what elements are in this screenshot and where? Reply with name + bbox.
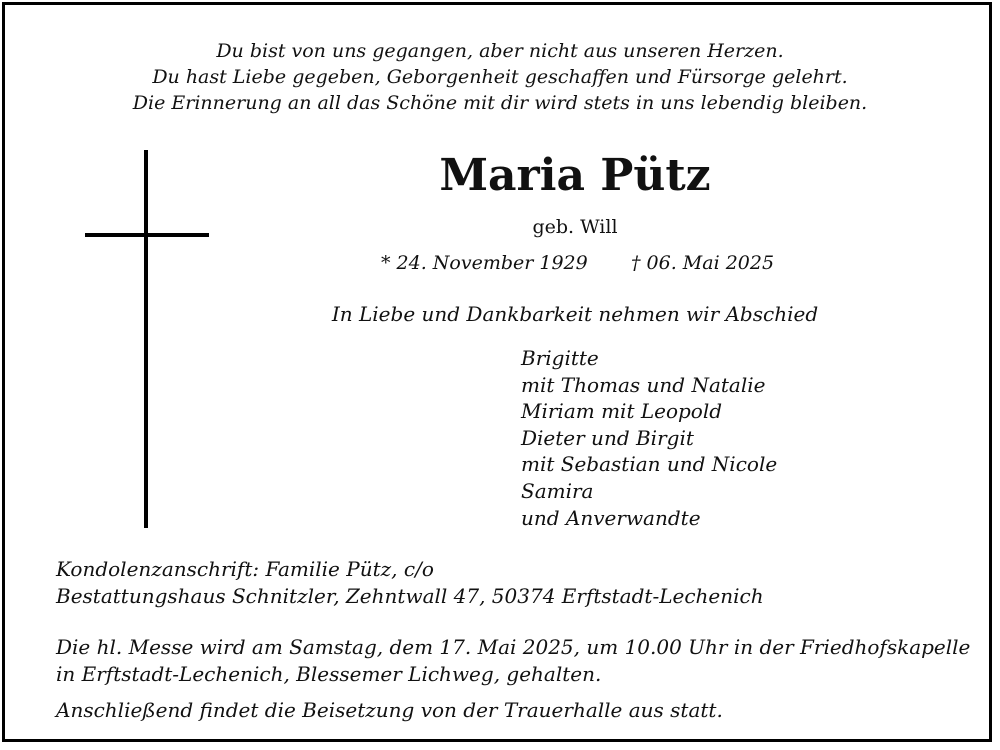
condolence-line-1: Kondolenzanschrift: Familie Pütz, c/o [56,557,434,581]
mourner-item: mit Sebastian und Nicole [521,452,778,477]
farewell-line: In Liebe und Dankbarkeit nehmen wir Abschied [331,302,819,326]
mass-notice [56,634,970,688]
mourner-item: mit Thomas und Natalie [521,372,766,397]
memorial-quote [0,38,1000,116]
mourner-item: Dieter und Birgit [521,425,694,450]
condolence-line-2: Bestattungshaus Schnitzler, Zehntwall 47, 50374 Erftstadt-Lechenich [56,583,764,608]
cross-horizontal-bar [85,233,209,237]
birth-date: * 24. November 1929 [381,252,588,274]
maiden-name: geb. Will [532,216,618,238]
mourner-item: Samira [521,478,594,503]
mourner-item: und Anverwandte [521,505,701,530]
burial-notice: Anschließend findet die Beisetzung von der Trauerhalle aus statt. [56,698,723,722]
deceased-name: Maria Pütz [439,150,711,201]
quote-line-1: Du bist von uns gegangen, aber nicht aus unseren Herzen. [216,40,784,62]
mourner-item: Miriam mit Leopold [521,399,723,424]
mass-line-1: Die hl. Messe wird am Samstag, dem 17. Mai 2025, um 10.00 Uhr in der Friedhofskapelle [56,635,971,659]
mourners-list [521,345,777,531]
death-date: † 06. Mai 2025 [631,252,775,274]
quote-line-2: Du hast Liebe gegeben, Geborgenheit geschaffen und Fürsorge gelehrt. [152,66,848,88]
quote-line-3: Die Erinnerung an all das Schöne mit dir wird stets in uns lebendig bleiben. [132,92,868,114]
mourner-item: Brigitte [521,346,599,370]
condolence-address [56,556,764,609]
cross-vertical-bar [144,150,148,528]
mass-line-2: in Erftstadt-Lechenich, Blessemer Lichweg, gehalten. [56,662,602,686]
